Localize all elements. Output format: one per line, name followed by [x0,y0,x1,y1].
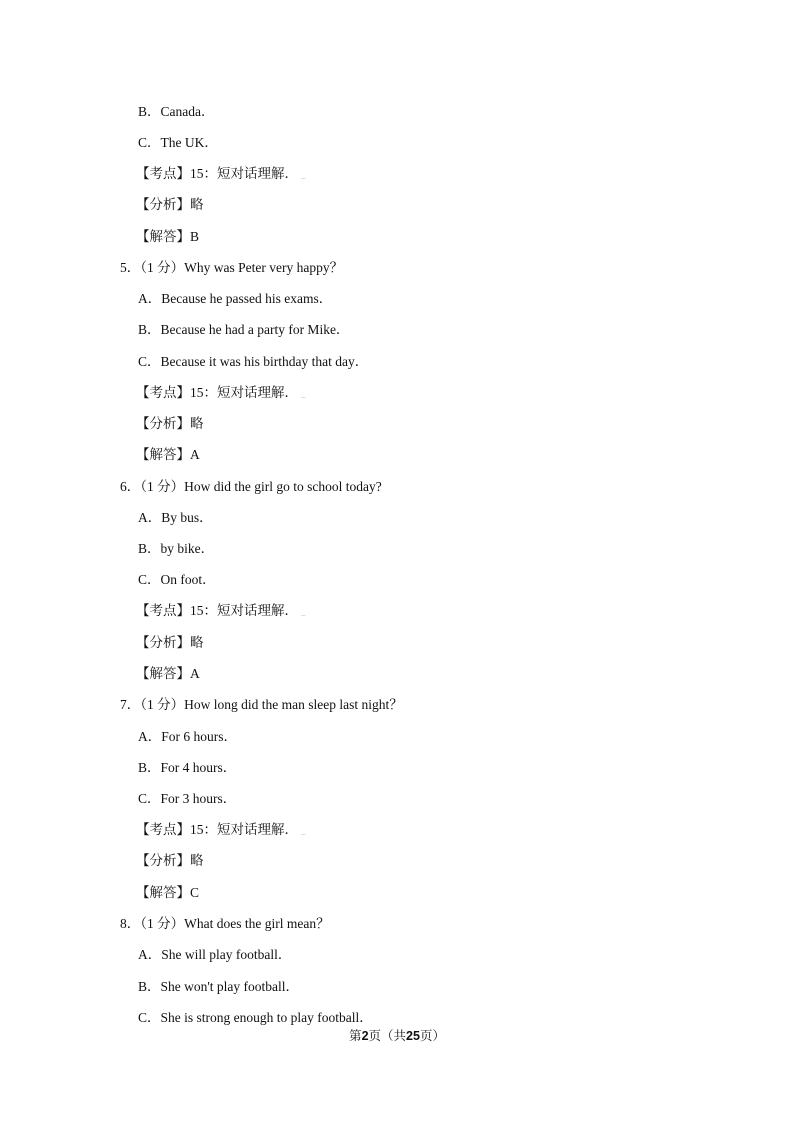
question-7-stem: 7．（1 分）How long did the man sleep last night？ [120,697,403,712]
question-5-fenxi: 【分析】略 [136,416,204,431]
question-6-option-b: B．by bike． [138,541,215,556]
total-pages: 25 [406,1029,420,1043]
question-6-fenxi: 【分析】略 [136,635,204,650]
question-5-option-c: C．Because it was his birthday that day． [138,354,369,369]
option-c: C．The UK． [138,135,218,150]
question-5-stem: 5．（1 分）Why was Peter very happy？ [120,260,344,275]
page-number: 2 [361,1029,369,1043]
question-5-option-b: B．Because he had a party for Mike． [138,322,350,337]
option-b: B．Canada． [138,104,215,119]
jieda-line: 【解答】B [136,229,200,244]
question-8-option-c: C．She is strong enough to play football． [138,1010,373,1025]
question-6-jieda: 【解答】A [136,666,200,681]
question-6-stem: 6．（1 分）How did the girl go to school today? [120,479,382,494]
question-7-kaodian: 【考点】15：短对话理解． _ [136,822,306,837]
question-7-option-a: A．For 6 hours． [138,729,238,744]
page-footer: 第2页（共25页） [349,1029,445,1043]
question-7-jieda: 【解答】C [136,885,200,900]
question-8-option-a: A．She will play football． [138,947,292,962]
kaodian-line: 【考点】15：短对话理解． _ [136,166,306,181]
question-6-option-a: A．By bus． [138,510,213,525]
question-7-option-b: B．For 4 hours． [138,760,237,775]
question-6-kaodian: 【考点】15：短对话理解． _ [136,603,306,618]
question-6-option-c: C．On foot． [138,572,216,587]
question-8-option-b: B．She won't play football． [138,979,300,994]
fenxi-line: 【分析】略 [136,197,204,212]
question-5-option-a: A．Because he passed his exams． [138,291,333,306]
question-7-option-c: C．For 3 hours． [138,791,237,806]
question-5-kaodian: 【考点】15：短对话理解． _ [136,385,306,400]
question-7-fenxi: 【分析】略 [136,853,204,868]
question-8-stem: 8．（1 分）What does the girl mean？ [120,916,330,931]
question-5-jieda: 【解答】A [136,447,200,462]
